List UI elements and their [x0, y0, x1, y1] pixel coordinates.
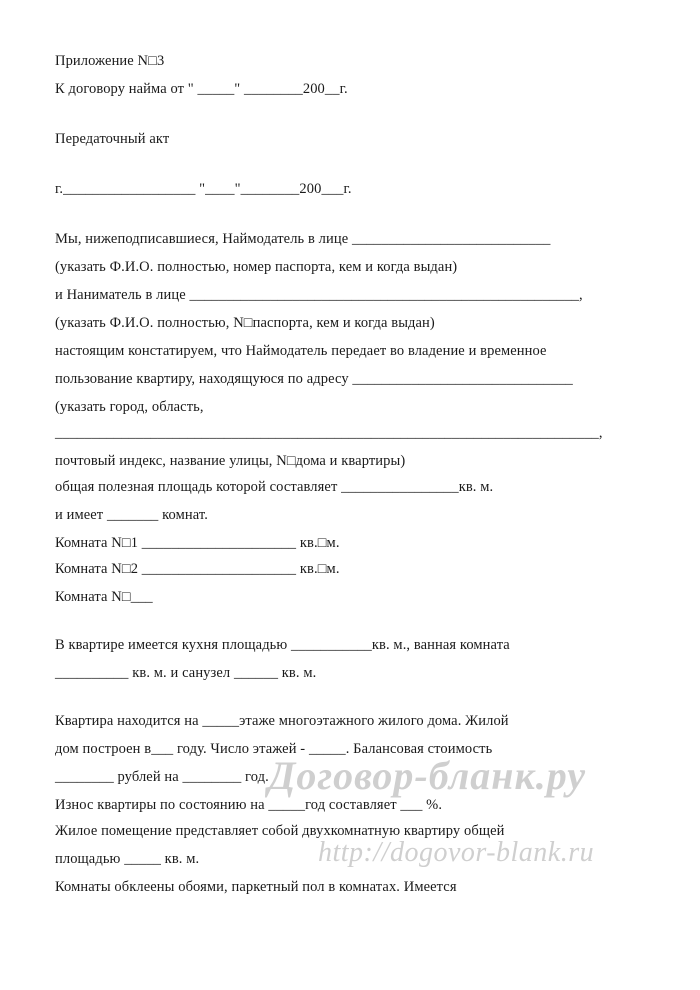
balance-value-line: ________ рублей на ________ год. [55, 769, 269, 785]
room-n-line: Комната N□___ [55, 589, 153, 605]
address-hint-2: почтовый индекс, название улицы, N□дома и квартиры) [55, 453, 406, 469]
rooms-finish-line: Комнаты обклеены обоями, паркетный пол в комнатах. Имеется [55, 879, 457, 895]
watermark-title: Договор-бланк.ру [268, 753, 586, 798]
transfer-statement: настоящим констатируем, что Наймодатель передает во владение и временное [55, 343, 547, 359]
contract-reference: К договору найма от " _____" ________200__г. [55, 81, 348, 97]
document-title: Передаточный акт [55, 131, 170, 147]
address-hint-1: (указать город, область, [55, 399, 204, 415]
room-1-line: Комната N□1 _____________________ кв.□м. [55, 535, 340, 551]
build-year-line: дом построен в___ году. Число этажей - _____. Балансовая стоимость [55, 741, 493, 757]
rooms-count-line: и имеет _______ комнат. [55, 507, 208, 523]
address-blank-line: __________________________________________________________________________, [55, 425, 603, 441]
area-line: площадью _____ кв. м. [55, 851, 200, 867]
kitchen-line: В квартире имеется кухня площадью ___________кв. м., ванная комната [55, 637, 510, 653]
wear-line: Износ квартиры по состоянию на _____год составляет ___ %. [55, 797, 443, 813]
tenant-line: и Наниматель в лице _____________________________________________________, [55, 287, 583, 303]
bathroom-line: __________ кв. м. и санузел ______ кв. м. [55, 665, 317, 681]
room-2-line: Комната N□2 _____________________ кв.□м. [55, 561, 340, 577]
premises-description: Жилое помещение представляет собой двухкомнатную квартиру общей [55, 823, 505, 839]
appendix-number: Приложение N□3 [55, 53, 165, 69]
landlord-hint: (указать Ф.И.О. полностью, номер паспорта, кем и когда выдан) [55, 259, 458, 275]
tenant-hint: (указать Ф.И.О. полностью, N□паспорта, кем и когда выдан) [55, 315, 435, 331]
total-area-line: общая полезная площадь которой составляет ________________кв. м. [55, 479, 494, 495]
landlord-line: Мы, нижеподписавшиеся, Наймодатель в лице ___________________________ [55, 231, 551, 247]
floor-line: Квартира находится на _____этаже многоэтажного жилого дома. Жилой [55, 713, 509, 729]
place-date-line: г.__________________ "____"________200___г. [55, 181, 352, 197]
address-line: пользование квартиру, находящуюся по адресу ______________________________ [55, 371, 573, 387]
watermark-url: http://dogovor-blank.ru [318, 837, 595, 868]
